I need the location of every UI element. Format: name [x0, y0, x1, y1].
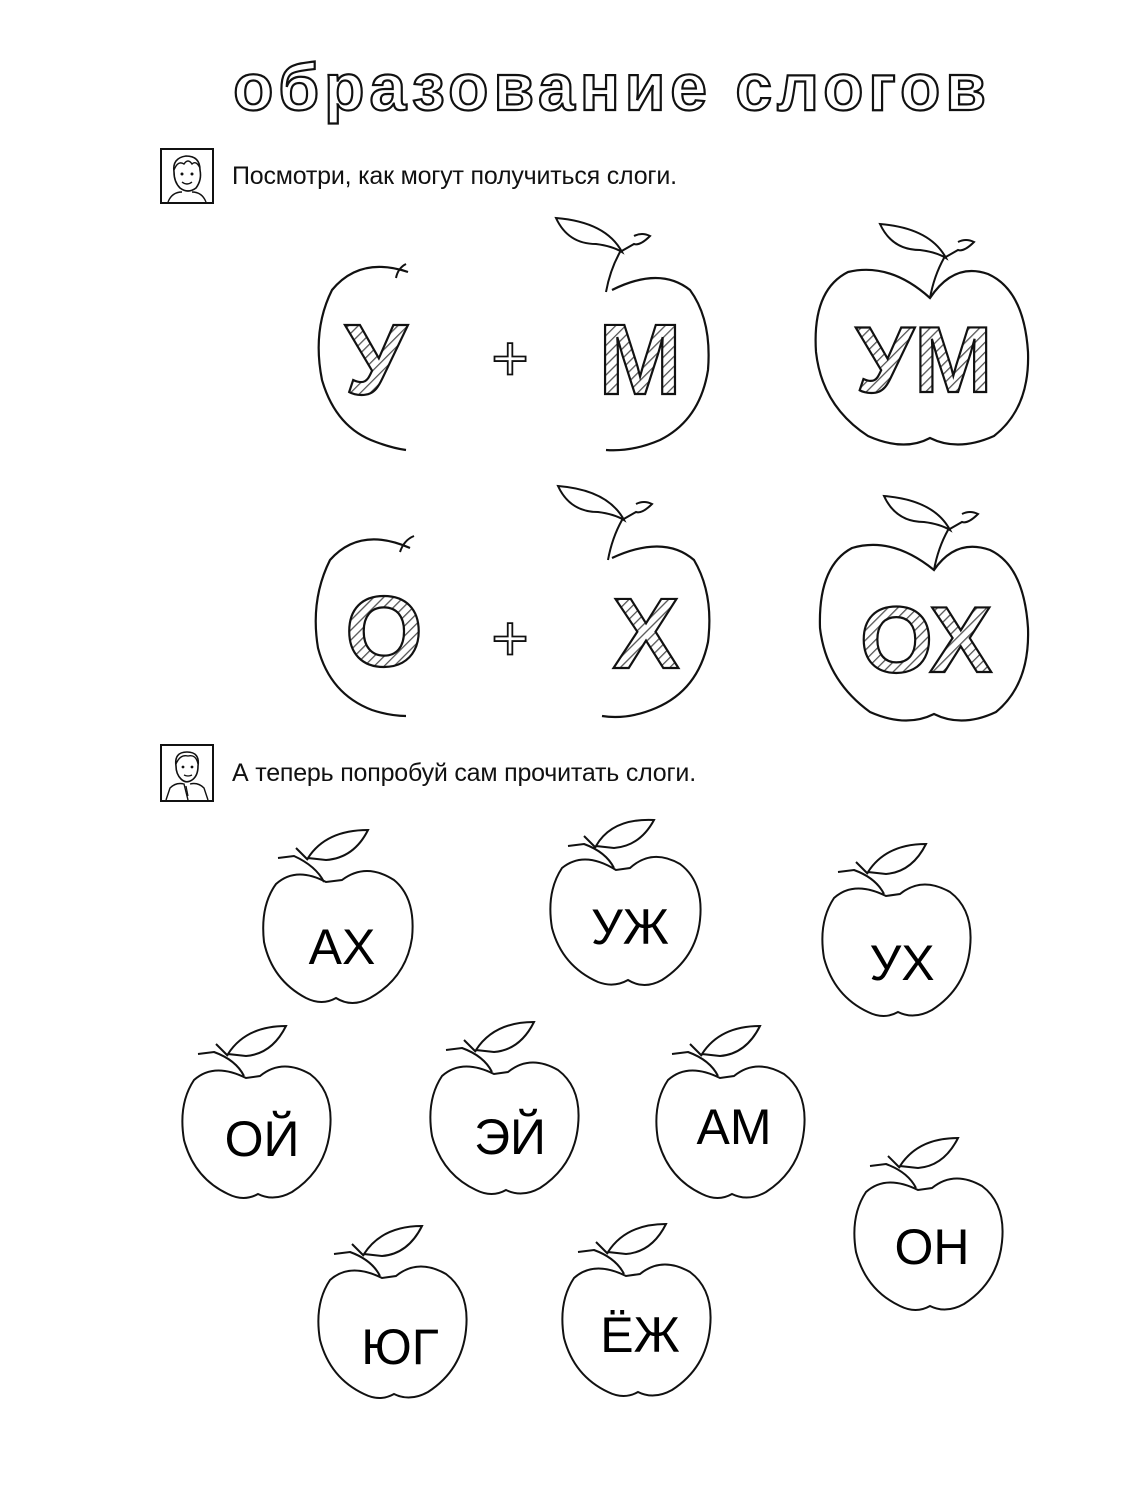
example-result: УМ	[855, 307, 993, 412]
example-result: ОХ	[859, 587, 993, 692]
apple-syllable-4	[176, 1018, 346, 1208]
example-second-letter: Х	[612, 578, 680, 690]
instruction-text: Посмотри, как могут получиться слоги.	[232, 161, 677, 190]
apple-syllable-8	[312, 1218, 482, 1408]
syllable-text: АХ	[308, 919, 376, 975]
syllable-examples	[0, 0, 1147, 740]
apple-syllable-1	[256, 822, 426, 1012]
syllable-text: УХ	[869, 935, 935, 991]
instruction-text: А теперь попробуй сам прочитать слоги.	[232, 758, 696, 787]
syllable-text: ОЙ	[224, 1111, 300, 1167]
syllable-text: ЮГ	[361, 1319, 439, 1375]
apple-syllable-7	[848, 1130, 1018, 1320]
apple-syllable-6	[650, 1018, 820, 1208]
apple-syllable-9	[556, 1216, 726, 1406]
syllable-text: ЁЖ	[600, 1307, 680, 1363]
plus-sign: +	[491, 602, 529, 674]
page-title: образование слогов	[233, 50, 991, 124]
syllable-text: ЭЙ	[474, 1109, 546, 1165]
syllable-text: ОН	[894, 1219, 970, 1275]
example-row-1	[319, 218, 1028, 450]
apple-syllable-3	[816, 836, 986, 1026]
example-row-2	[316, 486, 1028, 721]
apple-syllable-2	[544, 808, 714, 998]
syllable-text: УЖ	[591, 899, 669, 955]
example-second-letter: М	[598, 304, 682, 416]
plus-sign: +	[491, 322, 529, 394]
example-first-letter: У	[344, 304, 408, 416]
apple-syllable-5	[424, 1014, 594, 1204]
example-first-letter: О	[345, 576, 423, 688]
syllable-text: АМ	[696, 1099, 772, 1155]
boy-face-icon	[160, 744, 214, 802]
instruction-2	[160, 744, 696, 802]
